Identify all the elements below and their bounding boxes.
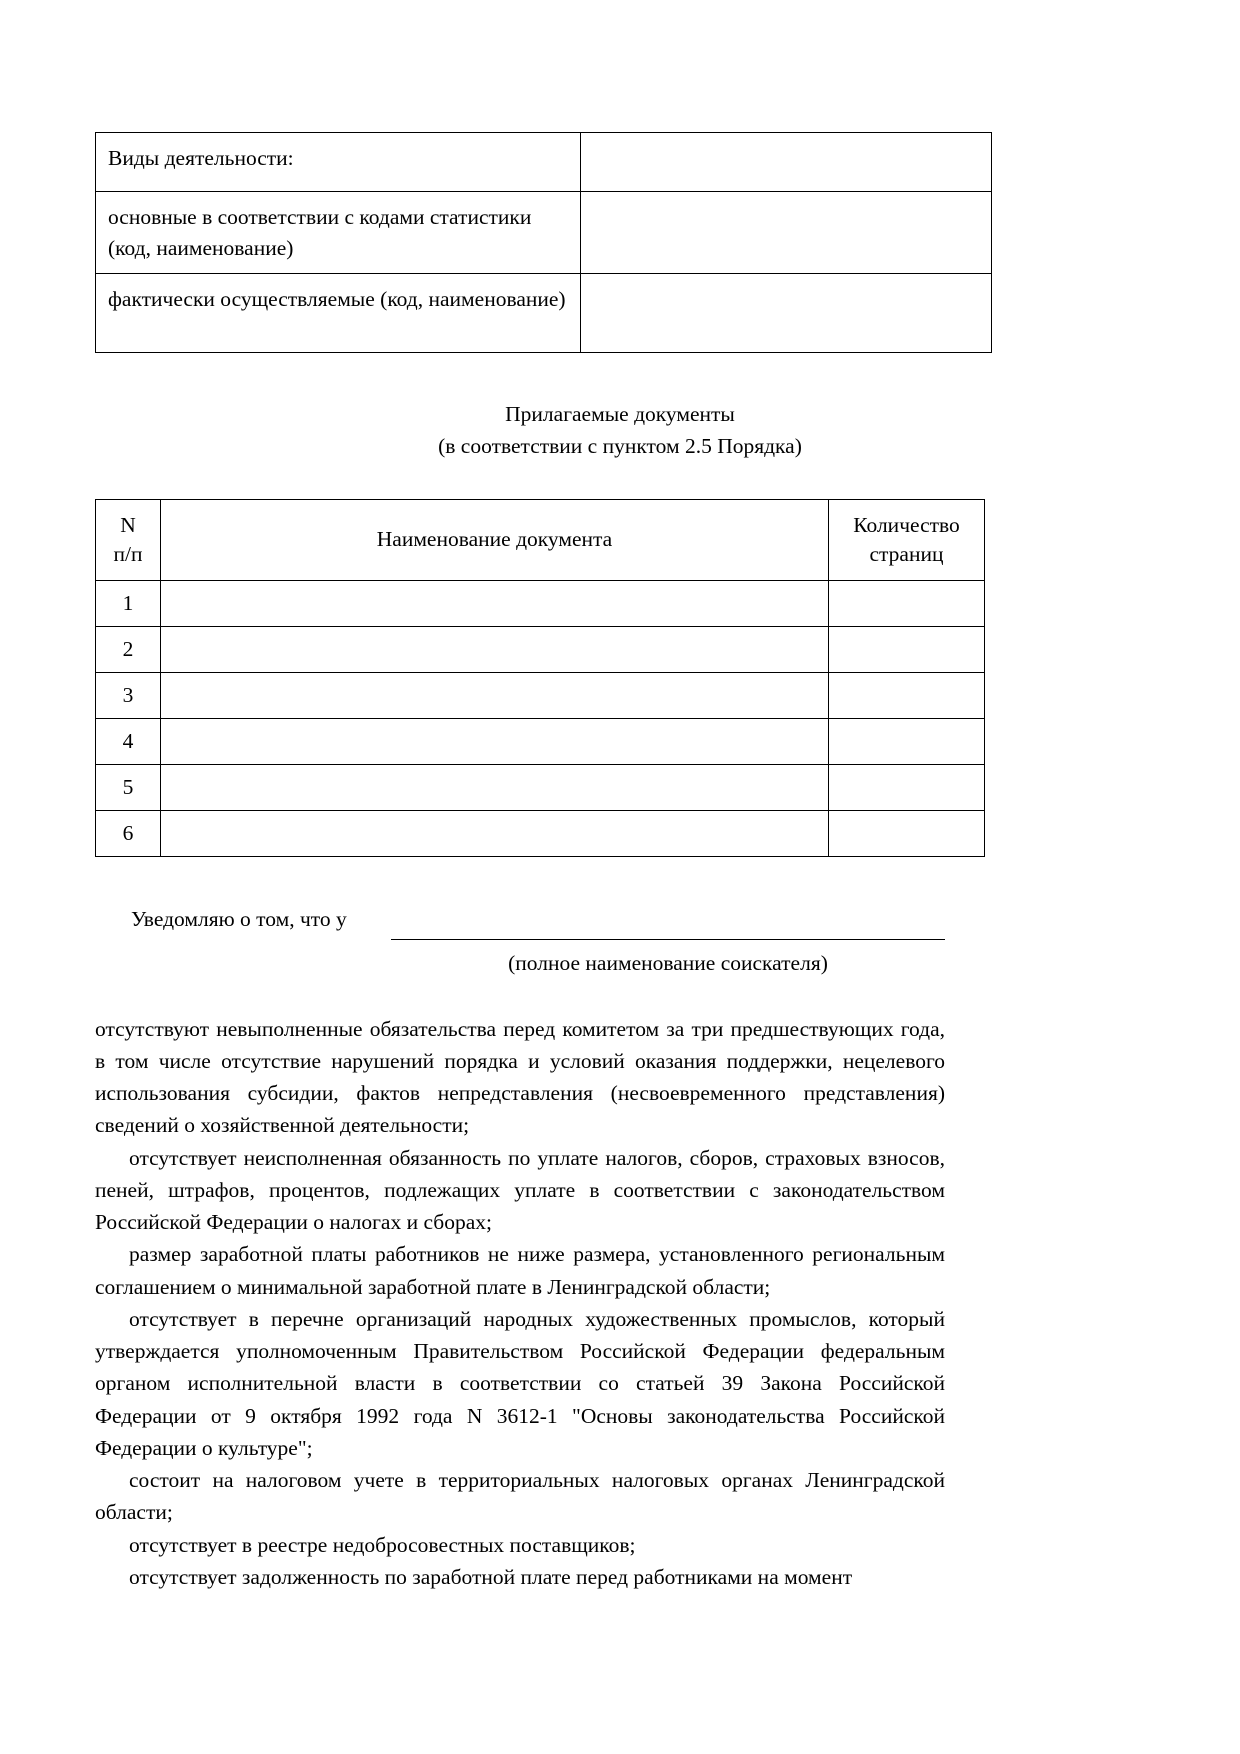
- declaration-paragraph: отсутствует задолженность по заработной плате перед работниками на момент: [129, 1564, 853, 1589]
- declaration-paragraph: отсутствует в реестре недобросовестных поставщиков;: [129, 1532, 636, 1557]
- applicant-name-caption: (полное наименование соискателя): [508, 950, 828, 975]
- declaration-paragraph: состоит на налоговом учете в территориальных налоговых органах Ленинградской области;: [95, 1468, 945, 1525]
- row-document-name[interactable]: [161, 580, 829, 626]
- row-document-name[interactable]: [161, 764, 829, 810]
- column-header-pages-line1: Количество: [853, 513, 960, 538]
- row-page-count[interactable]: [829, 764, 985, 810]
- row-page-count[interactable]: [829, 626, 985, 672]
- activity-value-cell[interactable]: [581, 274, 992, 353]
- notification-lead-text: Уведомляю о том, что у: [131, 906, 347, 931]
- row-document-name[interactable]: [161, 718, 829, 764]
- section-heading-line2: (в соответствии с пунктом 2.5 Порядка): [438, 433, 802, 458]
- column-header-pages-line2: страниц: [869, 541, 944, 566]
- activity-value-cell[interactable]: [581, 133, 992, 192]
- table-row: [96, 192, 992, 274]
- table-row: [96, 718, 985, 764]
- column-header-number-line1: N: [120, 513, 136, 538]
- row-number: 5: [96, 764, 161, 810]
- table-row: [96, 764, 985, 810]
- activity-label-cell: фактически осуществляемые (код, наименование): [96, 274, 581, 353]
- row-page-count[interactable]: [829, 580, 985, 626]
- row-page-count[interactable]: [829, 718, 985, 764]
- column-header-number: [96, 499, 161, 580]
- declaration-paragraph: размер заработной платы работников не ниже размера, установленного региональным соглашением о минимальной заработной плате в Ленинградской области;: [95, 1242, 945, 1299]
- row-number: 3: [96, 672, 161, 718]
- row-number: 6: [96, 810, 161, 856]
- column-header-pages: [829, 499, 985, 580]
- notification-block: [95, 903, 1145, 999]
- row-number: 1: [96, 580, 161, 626]
- row-number: 4: [96, 718, 161, 764]
- table-row: [96, 672, 985, 718]
- section-heading-line1: Прилагаемые документы: [505, 402, 735, 427]
- table-row: [96, 626, 985, 672]
- row-page-count[interactable]: [829, 672, 985, 718]
- declaration-paragraph: отсутствуют невыполненные обязательства перед комитетом за три предшествующих года, в том числе отсутствие нарушений порядка и условий оказания поддержки, нецелевого использования субсидии, фактов непредставления (несвоевременного представления) сведений о хозяйственной деятельности;: [95, 1016, 945, 1138]
- row-number: 2: [96, 626, 161, 672]
- section-heading: [95, 399, 1145, 463]
- table-row: [96, 580, 985, 626]
- attached-documents-table: [95, 499, 985, 857]
- applicant-name-field[interactable]: [391, 939, 945, 940]
- activity-label-cell: Виды деятельности:: [96, 133, 581, 192]
- row-document-name[interactable]: [161, 810, 829, 856]
- declaration-paragraph: отсутствует неисполненная обязанность по уплате налогов, сборов, страховых взносов, пеней, штрафов, процентов, подлежащих уплате в соответствии с законодательством Российской Федерации о налогах и сборах;: [95, 1145, 945, 1235]
- declaration-paragraph: отсутствует в перечне организаций народных художественных промыслов, который утверждается уполномоченным Правительством Российской Федерации федеральным органом исполнительной власти в соответствии со статьей 39 Закона Российской Федерации от 9 октября 1992 года N 3612-1 "Основы законодательства Российской Федерации о культуре";: [95, 1306, 945, 1460]
- row-document-name[interactable]: [161, 672, 829, 718]
- table-row: [96, 274, 992, 353]
- activity-label-cell: основные в соответствии с кодами статистики (код, наименование): [96, 192, 581, 274]
- row-document-name[interactable]: [161, 626, 829, 672]
- column-header-name: Наименование документа: [161, 499, 829, 580]
- activity-types-table: [95, 132, 992, 353]
- column-header-number-line2: п/п: [113, 541, 143, 566]
- declaration-body: [95, 1013, 945, 1594]
- row-page-count[interactable]: [829, 810, 985, 856]
- table-header-row: [96, 499, 985, 580]
- activity-value-cell[interactable]: [581, 192, 992, 274]
- table-row: [96, 810, 985, 856]
- table-row: [96, 133, 992, 192]
